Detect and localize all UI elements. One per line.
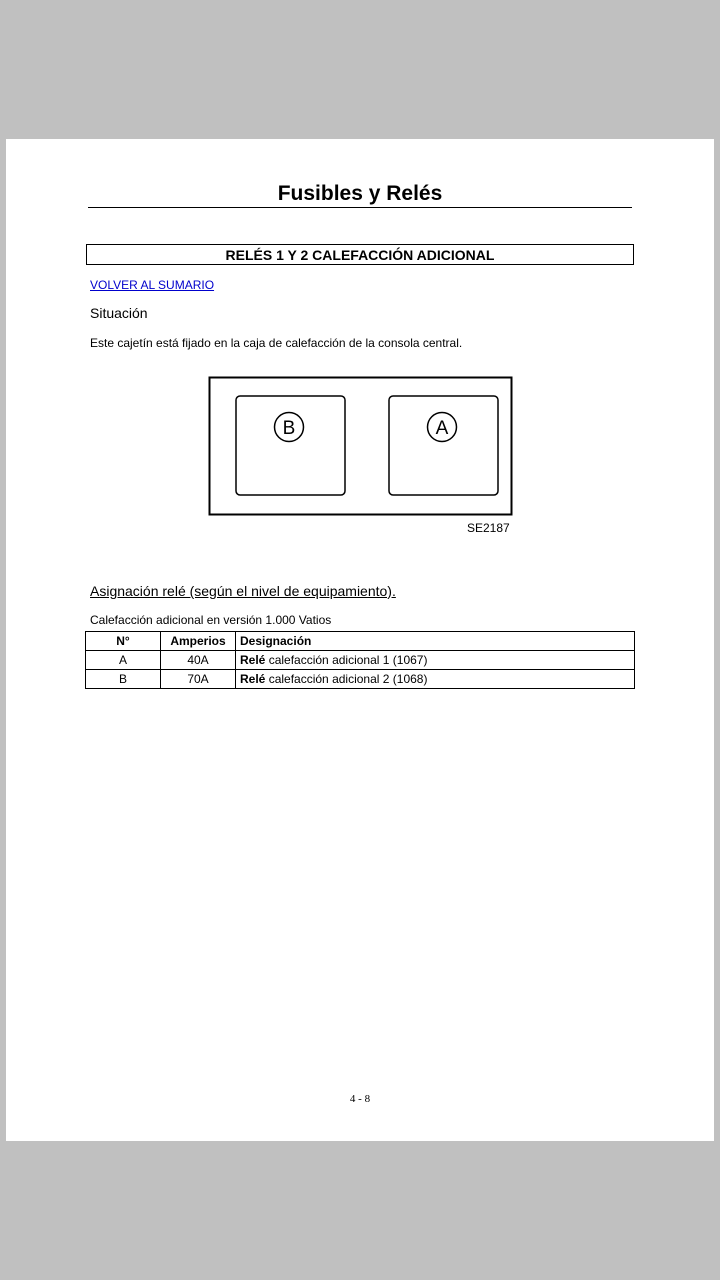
row-designation-text: calefacción adicional 2 (1068) bbox=[265, 672, 428, 686]
row-designation-bold: Relé bbox=[240, 672, 266, 686]
relay-b-label: B bbox=[282, 418, 296, 439]
row-amperes: 70A bbox=[161, 670, 236, 689]
row-designation-text: calefacción adicional 1 (1067) bbox=[265, 653, 428, 667]
relay-a-label: A bbox=[435, 418, 449, 439]
title-divider bbox=[88, 207, 632, 208]
diagram-code: SE2187 bbox=[467, 521, 510, 535]
table-row bbox=[86, 670, 635, 689]
table-header-row bbox=[86, 632, 635, 651]
row-designation-bold: Relé bbox=[240, 653, 266, 667]
situation-text: Este cajetín está fijado en la caja de calefacción de la consola central. bbox=[90, 336, 463, 350]
row-number: A bbox=[86, 651, 161, 670]
row-designation bbox=[236, 651, 635, 670]
row-number: B bbox=[86, 670, 161, 689]
relay-table bbox=[85, 631, 635, 689]
page-number: 4 - 8 bbox=[349, 1093, 371, 1105]
back-to-summary-link[interactable]: VOLVER AL SUMARIO bbox=[90, 278, 215, 292]
header-amperes: Amperios bbox=[161, 632, 236, 651]
relay-slot-a bbox=[389, 396, 498, 495]
relay-box-outline bbox=[210, 378, 512, 515]
situation-heading: Situación bbox=[90, 305, 148, 321]
relay-slot-b bbox=[236, 396, 345, 495]
page-title: Fusibles y Relés bbox=[277, 182, 443, 205]
row-amperes: 40A bbox=[161, 651, 236, 670]
header-designation: Designación bbox=[236, 632, 635, 651]
assignment-heading: Asignación relé (según el nivel de equipamiento). bbox=[90, 583, 396, 599]
relay-box-diagram bbox=[208, 376, 514, 517]
row-designation bbox=[236, 670, 635, 689]
section-title: RELÉS 1 Y 2 CALEFACCIÓN ADICIONAL bbox=[86, 244, 634, 265]
header-number: N° bbox=[86, 632, 161, 651]
table-row bbox=[86, 651, 635, 670]
table-caption: Calefacción adicional en versión 1.000 Vatios bbox=[90, 613, 332, 627]
